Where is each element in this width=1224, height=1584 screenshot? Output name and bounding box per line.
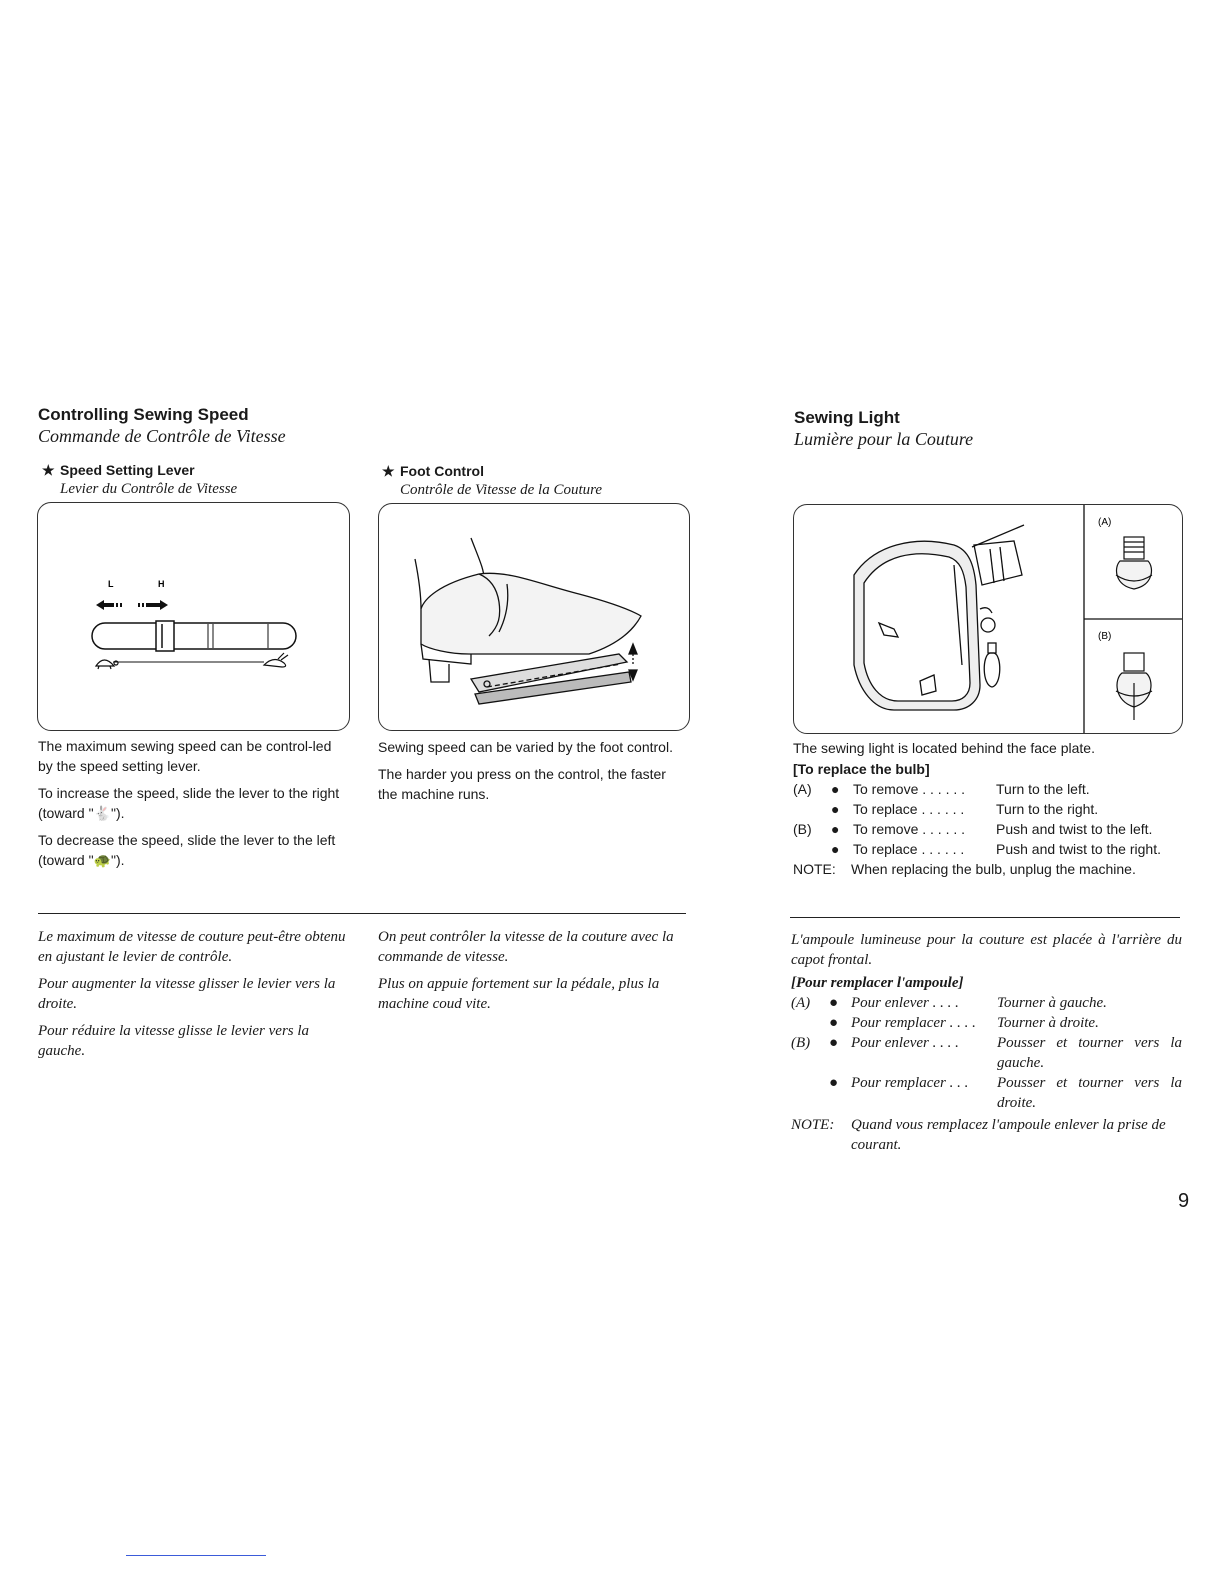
step-row: ● To replace . . . . . . Push and twist to the right. xyxy=(831,841,1161,857)
speed-lever-para-fr-2: Pour augmenter la vitesse glisser le levier vers la droite. xyxy=(38,976,336,1012)
note-row-fr xyxy=(791,1115,1182,1155)
note-label-fr: NOTE: xyxy=(791,1117,835,1133)
speed-lever-heading xyxy=(42,462,195,479)
bulb-a-icon xyxy=(1116,537,1152,589)
up-down-arrow-icon xyxy=(629,644,637,680)
note-text: When replacing the bulb, unplug the machine. xyxy=(851,861,1136,877)
section-title-speed: Controlling Sewing Speed xyxy=(38,405,249,424)
bullet-icon: ● xyxy=(829,1035,839,1051)
page-number: 9 xyxy=(1178,1190,1190,1212)
light-intro: The sewing light is located behind the face plate. xyxy=(793,740,1095,756)
lever-knob xyxy=(156,621,174,651)
fig-label-B: (B) xyxy=(1098,631,1112,642)
sewing-light-text-fr xyxy=(791,930,1182,1155)
speed-lever-figure xyxy=(37,502,350,731)
speed-lever-para-fr-3: Pour réduire la vitesse glisse le levier vers la gauche. xyxy=(38,1023,310,1059)
foot-control-text-fr xyxy=(378,927,687,1021)
foot-control-heading xyxy=(382,463,484,480)
speed-lever-label: Speed Setting Lever xyxy=(60,462,195,478)
divider-left xyxy=(38,913,686,914)
footer-line xyxy=(126,1555,266,1556)
face-plate-drawing xyxy=(854,525,1024,710)
step-row: (B) ● To remove . . . . . . Push and twist to the left. xyxy=(793,821,1153,837)
fig-label-H: H xyxy=(158,579,165,589)
speed-lever-illustration xyxy=(38,503,349,730)
foot-control-para-2: The harder you press on the control, the faster the machine runs. xyxy=(378,766,666,802)
step-row: ● To replace . . . . . . Turn to the right. xyxy=(831,801,1099,817)
foot-control-label: Foot Control xyxy=(400,463,484,479)
bullet-icon: ● xyxy=(831,841,840,857)
star-icon: ★ xyxy=(42,462,55,478)
foot-control-figure xyxy=(378,503,690,731)
step-row-fr: (B) ● Pour enlever . . . . Pousser et tourner vers la gauche. xyxy=(791,1035,1182,1071)
note-text-fr: Quand vous remplacez l'ampoule enlever la prise de courant. xyxy=(851,1117,1166,1153)
light-intro-fr: L'ampoule lumineuse pour la couture est placée à l'arrière du capot frontal. xyxy=(791,932,1182,968)
sewing-light-illustration xyxy=(794,505,1182,733)
bullet-icon: ● xyxy=(831,781,840,797)
turtle-icon xyxy=(96,660,118,669)
rotate-arrow-icon xyxy=(980,608,992,613)
foot-control-text-en xyxy=(378,737,687,811)
step-row: (A) ● To remove . . . . . . Turn to the left. xyxy=(793,781,1090,797)
foot-control-para-fr-1: On peut contrôler la vitesse de la couture avec la commande de vitesse. xyxy=(378,929,674,965)
speed-lever-text-en xyxy=(38,736,347,877)
bulb-b-icon xyxy=(1116,653,1152,720)
section-title-light: Sewing Light xyxy=(794,408,900,427)
divider-right xyxy=(790,917,1180,918)
step-row-fr: ● Pour remplacer . . . Pousser et tourner vers la droite. xyxy=(829,1075,1182,1111)
step-row-fr: (A) ● Pour enlever . . . . Tourner à gauche. xyxy=(791,995,1107,1011)
bullet-icon: ● xyxy=(829,1075,839,1091)
speed-lever-label-fr: Levier du Contrôle de Vitesse xyxy=(60,481,238,497)
lever-slot xyxy=(92,623,296,649)
bullet-icon: ● xyxy=(831,821,840,837)
section-title-light-fr: Lumière pour la Couture xyxy=(794,429,974,449)
speed-lever-para-fr-1: Le maximum de vitesse de couture peut-être obtenu en ajustant le levier de contrôle. xyxy=(38,929,346,965)
note-label: NOTE: xyxy=(793,861,836,877)
speed-lever-para-2: To increase the speed, slide the lever to the right (toward "🐇"). xyxy=(38,785,340,821)
replace-bulb-heading: [To replace the bulb] xyxy=(793,761,930,777)
fig-label-A: (A) xyxy=(1098,517,1112,528)
step-row-fr: ● Pour remplacer . . . . Tourner à droite. xyxy=(829,1015,1099,1031)
bullet-icon: ● xyxy=(831,801,840,817)
right-arrow-icon xyxy=(138,600,168,610)
foot-control-label-fr: Contrôle de Vitesse de la Couture xyxy=(400,482,603,498)
rabbit-icon xyxy=(264,653,288,667)
foot-control-illustration xyxy=(379,504,689,730)
sewing-light-text-en xyxy=(793,738,1183,879)
speed-lever-para-1: The maximum sewing speed can be control-led by the speed setting lever. xyxy=(38,738,332,774)
speed-lever-text-fr xyxy=(38,927,347,1068)
replace-bulb-heading-fr: [Pour remplacer l'ampoule] xyxy=(791,975,964,991)
note-row xyxy=(793,859,1183,879)
foot-control-para-1: Sewing speed can be varied by the foot control. xyxy=(378,739,673,755)
sewing-light-figure xyxy=(793,504,1183,734)
left-arrow-icon xyxy=(96,600,122,610)
fig-label-L: L xyxy=(108,579,114,589)
star-icon: ★ xyxy=(382,463,395,479)
bullet-icon: ● xyxy=(829,995,839,1011)
speed-lever-para-3: To decrease the speed, slide the lever to the left (toward "🐢"). xyxy=(38,832,336,868)
section-title-speed-fr: Commande de Contrôle de Vitesse xyxy=(38,426,286,446)
foot-control-para-fr-2: Plus on appuie fortement sur la pédale, plus la machine coud vite. xyxy=(378,976,660,1012)
bullet-icon: ● xyxy=(829,1015,839,1031)
